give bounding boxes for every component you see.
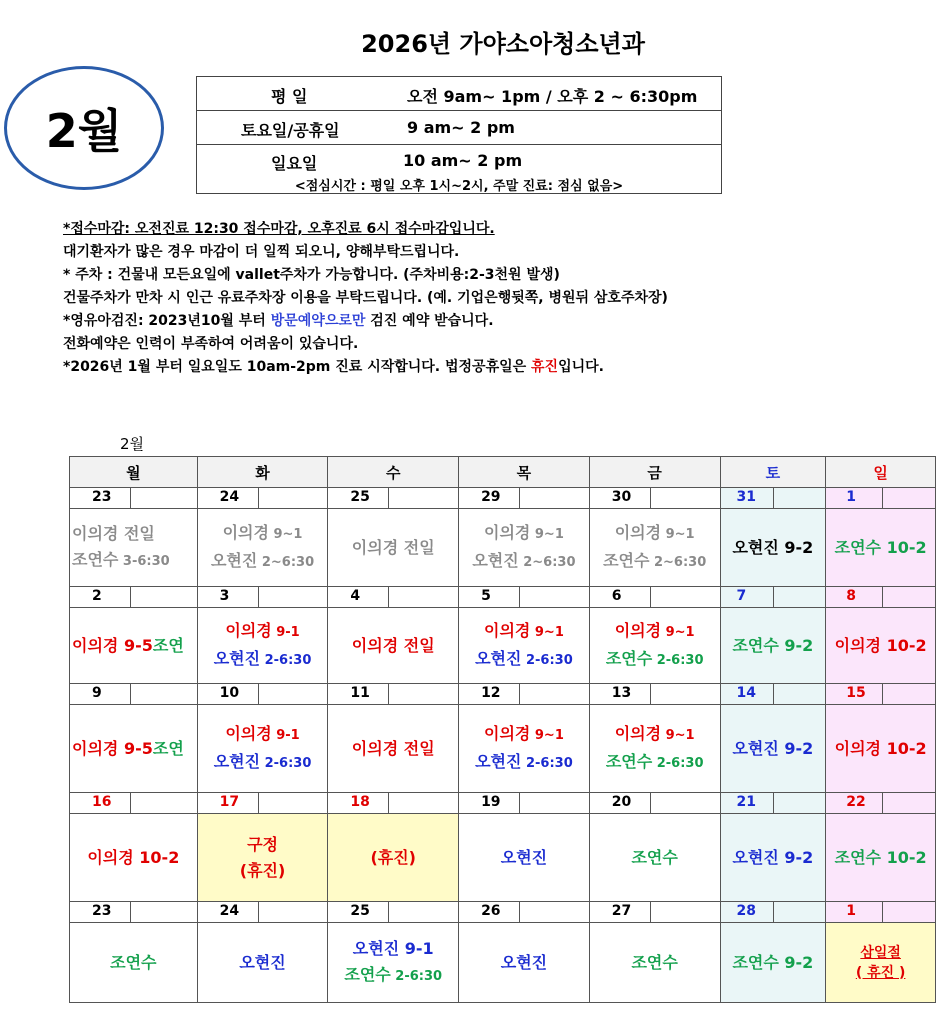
schedule-time: 2-6:30	[652, 652, 704, 668]
schedule-cell	[589, 509, 720, 587]
schedule-time: 9-1	[271, 624, 300, 640]
date-cell	[70, 488, 198, 509]
schedule-cell	[589, 608, 720, 684]
schedule-cell	[328, 608, 459, 684]
schedule-cell-sunday	[826, 705, 936, 793]
schedule-doctor: 오현진	[213, 751, 261, 771]
date-cell-saturday	[720, 684, 826, 705]
schedule-line: 오현진 9-2	[732, 738, 814, 758]
date-number: 31	[736, 489, 757, 505]
schedule-doctor: 조연수	[605, 751, 653, 771]
date-number: 16	[92, 794, 112, 810]
hours-label: 일요일	[271, 154, 318, 173]
notice-highlight: 방문예약으로만	[270, 313, 366, 329]
schedule-time: 2-6:30	[521, 755, 573, 771]
date-number: 19	[481, 794, 501, 810]
notice-line: 전화예약은 인력이 부족하여 어려움이 있습니다.	[63, 336, 359, 352]
schedule-cell	[70, 509, 198, 587]
schedule-cell-holiday	[328, 814, 459, 902]
date-number: 23	[92, 903, 112, 919]
schedule-time: 9~1	[661, 624, 695, 640]
schedule-line: 조연수 9-2	[732, 635, 814, 655]
date-cell	[459, 902, 590, 923]
schedule-cell	[459, 608, 590, 684]
schedule-doctor: 이의경	[483, 620, 531, 640]
schedule-line: 오현진	[239, 952, 286, 972]
date-cell	[589, 488, 720, 509]
notice-text: *영유아검진: 2023년10월 부터	[63, 313, 271, 329]
notice-line: 건물주차가 만차 시 인근 유료주차장 이용을 부탁드립니다. (예. 기업은행뒷쪽, 병원뒤 삼호주차장)	[63, 290, 668, 306]
schedule-line: 조연	[152, 738, 184, 758]
hours-label: 평 일	[271, 87, 308, 106]
date-row	[70, 793, 936, 814]
notice-block	[63, 218, 668, 379]
schedule-cell-saturday	[720, 705, 826, 793]
date-cell	[589, 793, 720, 814]
schedule-line: 이의경 10-2	[834, 738, 927, 758]
date-cell	[197, 902, 328, 923]
hours-value: 오전 9am~ 1pm / 오후 2 ~ 6:30pm	[407, 87, 698, 106]
calendar-caption: 2월	[120, 435, 145, 453]
schedule-doctor: 이의경	[483, 522, 531, 542]
schedule-time: 2-6:30	[390, 968, 443, 984]
date-number: 25	[350, 489, 370, 505]
date-cell	[328, 684, 459, 705]
schedule-cell	[589, 705, 720, 793]
hours-value: 9 am~ 2 pm	[407, 118, 515, 137]
date-number: 15	[846, 685, 866, 701]
date-number: 14	[736, 685, 757, 701]
notice-text: 입니다.	[558, 359, 604, 375]
date-cell-saturday	[720, 587, 826, 608]
date-cell-saturday	[720, 902, 826, 923]
schedule-doctor: 이의경	[222, 522, 269, 542]
date-cell	[328, 488, 459, 509]
schedule-doctor: 이의경	[614, 723, 662, 743]
date-number: 30	[611, 489, 632, 505]
hours-row-saturday	[197, 111, 722, 145]
weekday-header-row	[70, 457, 936, 488]
schedule-line: 조연	[152, 635, 184, 655]
schedule-time: 3-6:30	[118, 553, 170, 569]
schedule-doctor: 이의경	[225, 620, 272, 640]
schedule-doctor: 조연수	[72, 549, 119, 569]
schedule-line: 오현진 9-2	[732, 847, 814, 867]
schedule-doctor: 오현진	[472, 550, 519, 570]
schedule-time: 2-6:30	[521, 652, 573, 668]
schedule-cell	[459, 509, 590, 587]
schedule-cell	[459, 814, 590, 902]
schedule-time: 2-6:30	[260, 755, 312, 771]
schedule-line: 오현진 9-1	[352, 938, 434, 958]
schedule-cell	[197, 509, 328, 587]
date-cell	[328, 793, 459, 814]
notice-line: *접수마감: 오전진료 12:30 접수마감, 오후진료 6시 접수마감입니다.	[63, 221, 495, 237]
schedule-cell	[589, 814, 720, 902]
date-cell	[197, 684, 328, 705]
date-cell	[459, 488, 590, 509]
date-number: 11	[350, 685, 370, 701]
weekday-header: 목	[459, 457, 590, 488]
schedule-cell	[70, 608, 198, 684]
hours-table	[196, 76, 722, 194]
schedule-time: 9~1	[530, 526, 564, 542]
schedule-cell-saturday	[720, 608, 826, 684]
date-cell	[70, 793, 198, 814]
date-cell-saturday	[720, 488, 826, 509]
schedule-calendar	[69, 456, 936, 1003]
hours-row-sunday	[197, 145, 722, 194]
schedule-line: 조연수	[631, 952, 678, 972]
schedule-line: (휴진)	[239, 860, 286, 880]
schedule-cell-saturday	[720, 814, 826, 902]
date-cell	[70, 684, 198, 705]
schedule-cell	[328, 705, 459, 793]
notice-highlight: 휴진	[531, 359, 559, 375]
schedule-time: 2-6:30	[260, 652, 312, 668]
schedule-time: 9~1	[268, 526, 303, 542]
date-cell	[459, 684, 590, 705]
date-number: 13	[611, 685, 632, 701]
schedule-line: 조연수 10-2	[834, 537, 927, 557]
weekday-header-saturday: 토	[720, 457, 826, 488]
weekday-header-sunday: 일	[826, 457, 936, 488]
schedule-doctor: 오현진	[475, 648, 522, 668]
date-cell	[459, 793, 590, 814]
schedule-line: 구정	[247, 834, 278, 854]
schedule-cell	[589, 923, 720, 1003]
date-number: 27	[611, 903, 632, 919]
hours-row-weekday	[197, 77, 722, 111]
date-cell	[328, 902, 459, 923]
date-row	[70, 488, 936, 509]
schedule-doctor: 조연수	[603, 550, 650, 570]
notice-line	[63, 356, 668, 379]
schedule-line: (휴진)	[370, 847, 416, 867]
schedule-row	[70, 608, 936, 684]
schedule-cell	[459, 705, 590, 793]
schedule-line: 이의경 10-2	[87, 847, 180, 867]
schedule-line: 이의경 전일	[72, 523, 155, 543]
date-number: 18	[350, 794, 370, 810]
date-cell	[589, 587, 720, 608]
schedule-cell-holiday	[197, 814, 328, 902]
schedule-time: 9~1	[661, 727, 695, 743]
schedule-cell	[328, 923, 459, 1003]
hours-label: 토요일/공휴일	[241, 121, 340, 140]
schedule-line: 조연수	[110, 952, 157, 972]
schedule-line: 이의경 9-5	[72, 635, 153, 655]
schedule-line: 이의경 10-2	[834, 635, 927, 655]
schedule-cell	[197, 608, 328, 684]
schedule-line: ( 휴진 )	[855, 964, 906, 981]
date-number: 10	[219, 685, 240, 701]
schedule-line: 조연수 10-2	[834, 847, 927, 867]
schedule-row	[70, 814, 936, 902]
schedule-row	[70, 705, 936, 793]
date-cell-saturday	[720, 793, 826, 814]
date-number: 22	[846, 794, 866, 810]
schedule-cell	[70, 705, 198, 793]
schedule-line: 오현진	[500, 952, 548, 972]
date-cell	[589, 902, 720, 923]
date-number: 29	[481, 489, 501, 505]
schedule-time: 9~1	[530, 727, 564, 743]
schedule-line: 조연수	[631, 847, 678, 867]
hours-value: 10 am~ 2 pm	[403, 151, 523, 170]
schedule-time: 2~6:30	[518, 554, 576, 570]
schedule-row	[70, 923, 936, 1003]
schedule-time: 2~6:30	[257, 554, 315, 570]
schedule-cell	[70, 923, 198, 1003]
weekday-header: 화	[197, 457, 328, 488]
schedule-time: 2-6:30	[652, 755, 704, 771]
schedule-time: 9~1	[661, 526, 695, 542]
schedule-time: 9-1	[271, 727, 300, 743]
date-cell-sunday	[826, 902, 936, 923]
schedule-cell-holiday	[826, 923, 936, 1003]
schedule-doctor: 오현진	[475, 751, 522, 771]
date-number: 8	[846, 588, 856, 604]
schedule-line: 오현진	[500, 847, 548, 867]
date-row	[70, 684, 936, 705]
date-number: 20	[611, 794, 632, 810]
schedule-doctor: 이의경	[483, 723, 531, 743]
date-number: 28	[736, 903, 757, 919]
month-badge: 2월	[4, 66, 164, 190]
schedule-line: 이의경 전일	[351, 738, 435, 758]
date-number: 1	[846, 489, 856, 505]
date-cell-sunday	[826, 684, 936, 705]
date-number: 9	[92, 685, 102, 701]
lunch-note: <점심시간 : 평일 오후 1시~2시, 주말 진료: 점심 없음>	[294, 179, 624, 194]
date-row	[70, 902, 936, 923]
schedule-cell-sunday	[826, 509, 936, 587]
date-cell	[459, 587, 590, 608]
date-number: 3	[219, 588, 230, 604]
date-cell	[328, 587, 459, 608]
date-cell	[197, 587, 328, 608]
date-number: 25	[350, 903, 370, 919]
date-cell	[589, 684, 720, 705]
schedule-cell	[459, 923, 590, 1003]
schedule-row	[70, 509, 936, 587]
notice-line	[63, 310, 668, 333]
date-number: 5	[481, 588, 491, 604]
schedule-doctor: 조연수	[605, 648, 653, 668]
schedule-line: 이의경 전일	[351, 635, 435, 655]
notice-text: 검진 예약 받습니다.	[365, 313, 494, 329]
schedule-line: 이의경 9-5	[72, 738, 153, 758]
schedule-cell-sunday	[826, 608, 936, 684]
schedule-doctor: 이의경	[614, 620, 662, 640]
date-cell-sunday	[826, 587, 936, 608]
schedule-cell-saturday	[720, 923, 826, 1003]
schedule-time: 9~1	[530, 624, 564, 640]
date-cell	[197, 488, 328, 509]
schedule-cell	[197, 705, 328, 793]
schedule-doctor: 오현진	[210, 550, 258, 570]
weekday-header: 금	[589, 457, 720, 488]
date-cell-sunday	[826, 488, 936, 509]
schedule-doctor: 이의경	[614, 522, 662, 542]
schedule-cell-sunday	[826, 814, 936, 902]
date-cell	[70, 587, 198, 608]
schedule-line: 삼일절	[860, 944, 901, 961]
date-row	[70, 587, 936, 608]
weekday-header: 수	[328, 457, 459, 488]
date-number: 17	[219, 794, 240, 810]
notice-text: *2026년 1월 부터 일요일도 10am-2pm 진료 시작합니다. 법정공휴일은	[63, 359, 532, 375]
date-number: 24	[219, 489, 240, 505]
date-cell	[197, 793, 328, 814]
date-number: 23	[92, 489, 112, 505]
date-number: 12	[481, 685, 501, 701]
date-number: 21	[736, 794, 757, 810]
schedule-doctor: 이의경	[225, 723, 272, 743]
schedule-line: 오현진 9-2	[732, 537, 814, 557]
date-number: 4	[350, 588, 361, 604]
schedule-cell	[328, 509, 459, 587]
notice-line: 대기환자가 많은 경우 마감이 더 일찍 되오니, 양해부탁드립니다.	[63, 244, 460, 260]
schedule-doctor: 조연수	[344, 964, 391, 984]
notice-line: * 주차 : 건물내 모든요일에 vallet주차가 가능합니다. (주차비용:2-3천원 발생)	[63, 267, 560, 283]
date-cell-sunday	[826, 793, 936, 814]
schedule-doctor: 오현진	[213, 648, 261, 668]
schedule-line: 이의경 전일	[351, 537, 435, 557]
schedule-cell	[197, 923, 328, 1003]
date-number: 7	[736, 588, 747, 604]
date-number: 1	[846, 903, 856, 919]
date-number: 26	[481, 903, 501, 919]
weekday-header: 월	[70, 457, 198, 488]
schedule-line: 조연수 9-2	[732, 952, 814, 972]
schedule-cell-saturday	[720, 509, 826, 587]
date-number: 2	[92, 588, 102, 604]
page-title: 2026년 가야소아청소년과	[361, 30, 645, 58]
date-cell	[70, 902, 198, 923]
date-number: 6	[611, 588, 622, 604]
schedule-time: 2~6:30	[649, 554, 707, 570]
schedule-cell	[70, 814, 198, 902]
date-number: 24	[219, 903, 240, 919]
